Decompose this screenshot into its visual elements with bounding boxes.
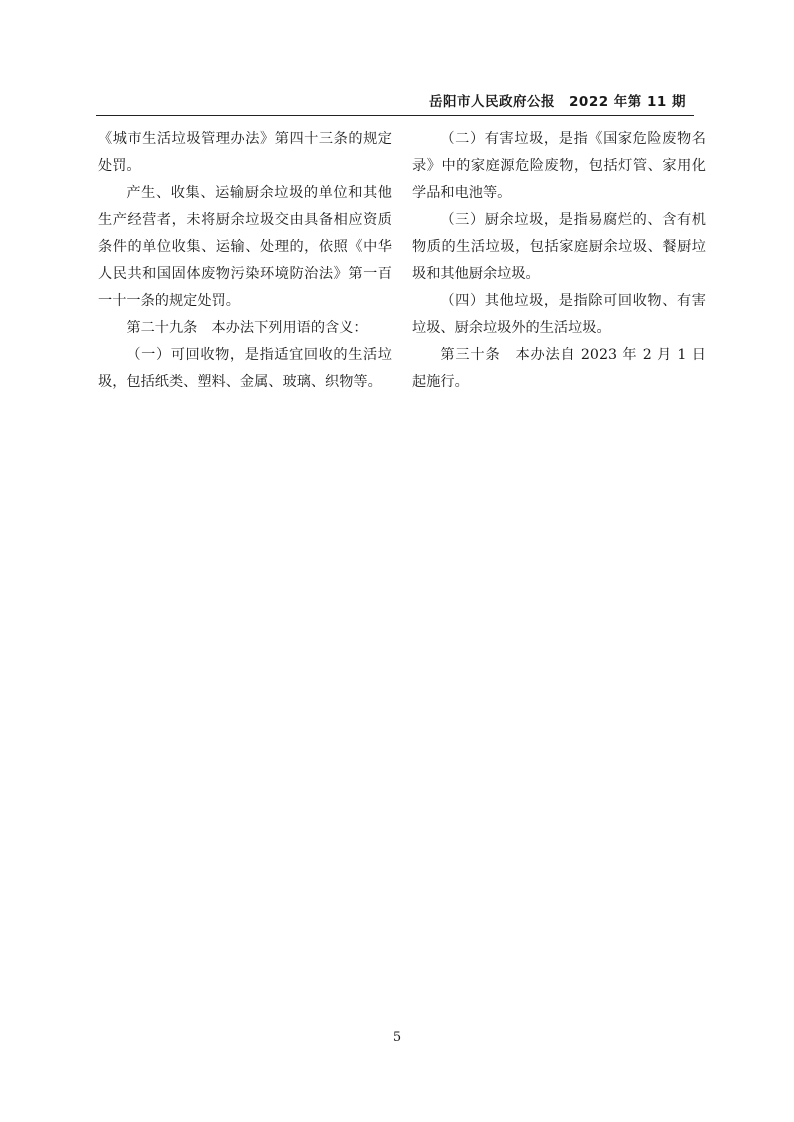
paragraph-continuation: 《城市生活垃圾管理办法》第四十三条的规定处罚。 (98, 131, 392, 174)
header-text (429, 93, 686, 111)
definition-other-waste: （四）其他垃圾，是指除可回收物、有害垃圾、厨余垃圾外的生活垃圾。 (412, 293, 706, 336)
issue-label: 2022 年第 11 期 (569, 94, 686, 110)
definition-hazardous: （二）有害垃圾，是指《国家危险废物名录》中的家庭源危险废物，包括灯管、家用化学品和电池等。 (412, 131, 706, 201)
publication-title: 岳阳市人民政府公报 (429, 94, 556, 110)
definition-recyclables: （一）可回收物，是指适宜回收的生活垃圾，包括纸类、塑料、金属、玻璃、织物等。 (98, 347, 392, 390)
paragraph-penalty: 产生、收集、运输厨余垃圾的单位和其他生产经营者，未将厨余垃圾交由具备相应资质条件的单位收集、运输、处理的，依照《中华人民共和国固体废物污染环境防治法》第一百一十一条的规定处罚。 (98, 185, 392, 309)
right-column (412, 126, 706, 396)
article-29-heading: 第二十九条 本办法下列用语的含义： (126, 320, 368, 336)
article-30-effective: 第三十条 本办法自 2023 年 2 月 1 日起施行。 (412, 347, 706, 390)
definition-kitchen-waste: （三）厨余垃圾，是指易腐烂的、含有机物质的生活垃圾，包括家庭厨余垃圾、餐厨垃圾和其他厨余垃圾。 (412, 212, 706, 282)
page-header (96, 93, 694, 116)
left-column (98, 126, 392, 396)
page-number: 5 (392, 1030, 402, 1045)
